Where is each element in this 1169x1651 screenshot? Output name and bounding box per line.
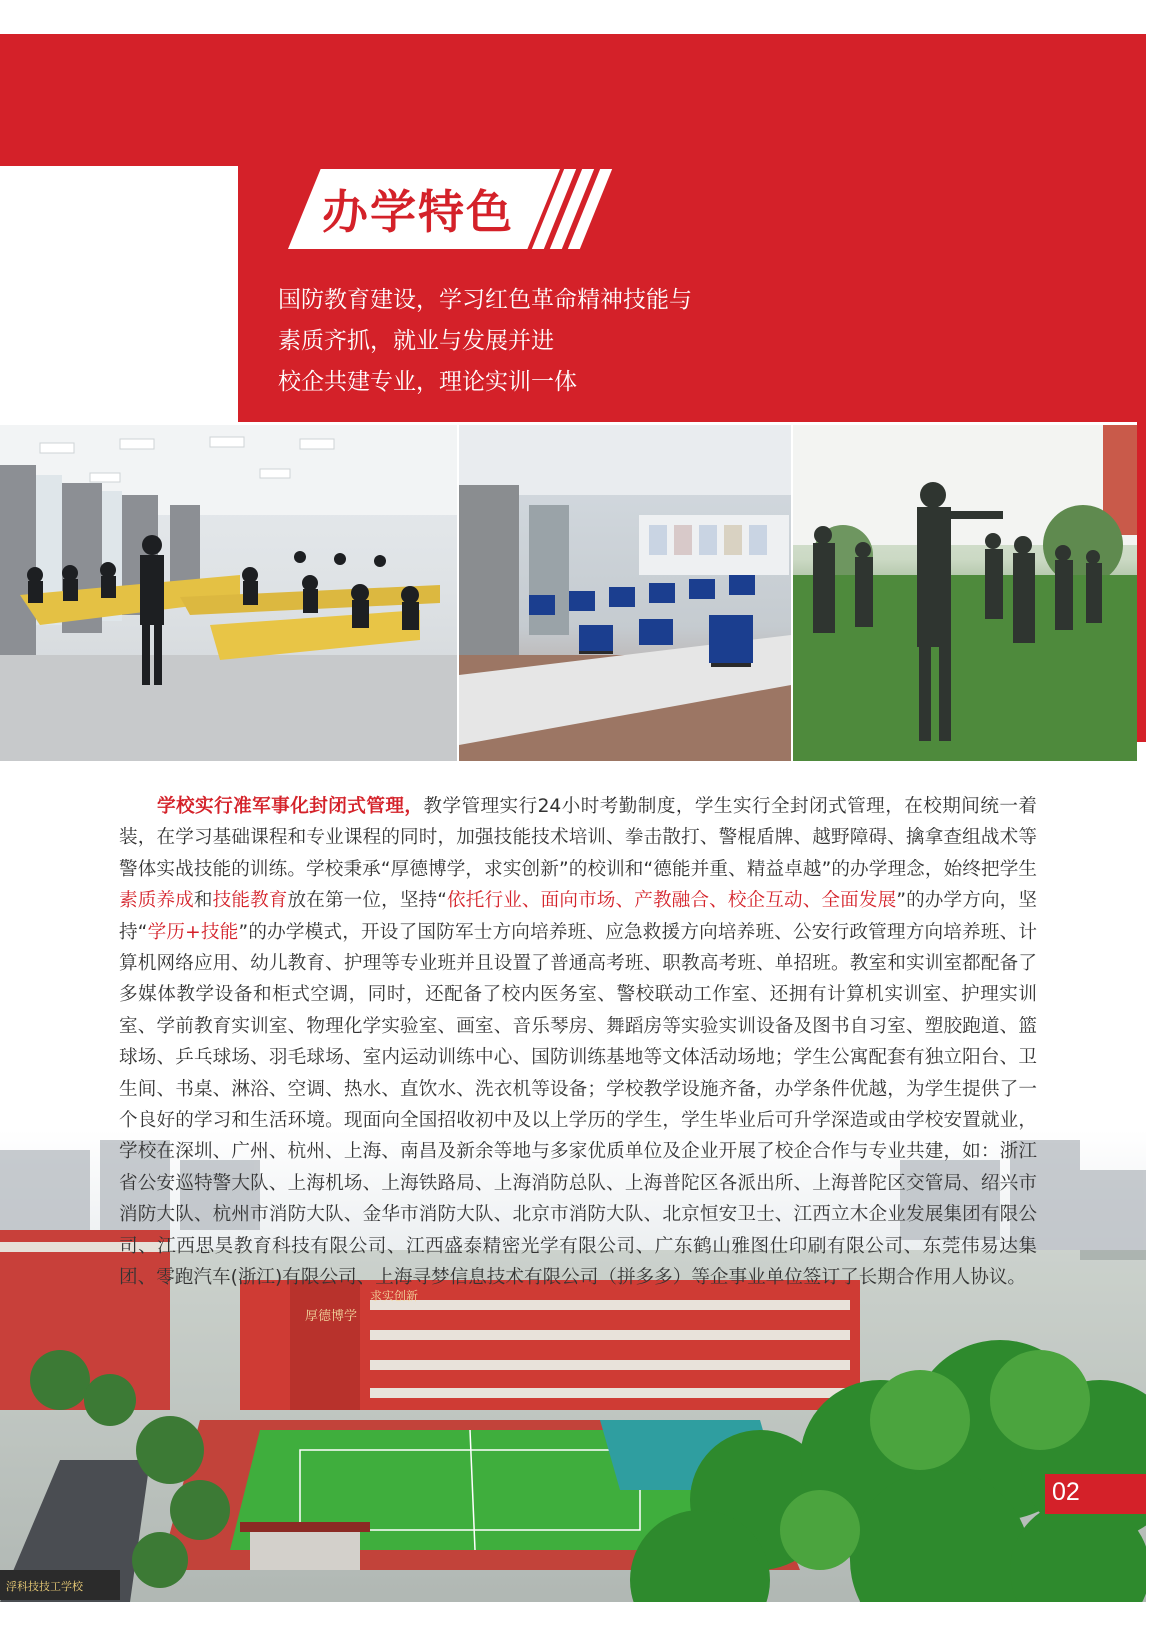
header-white-notch bbox=[0, 166, 238, 422]
classroom-photo bbox=[0, 425, 457, 761]
highlight-text: 学历+技能 bbox=[147, 921, 239, 943]
training-field-photo bbox=[793, 425, 1137, 761]
computer-lab-photo bbox=[459, 425, 791, 761]
body-segment: 放在第一位，坚持“ bbox=[287, 890, 447, 912]
slogan-list bbox=[278, 280, 692, 403]
body-text bbox=[119, 791, 1037, 1294]
campus-gate-text: 浮科技技工学校 bbox=[6, 1580, 83, 1593]
highlight-text: 素质养成 bbox=[119, 890, 194, 912]
campus-wall-text: 求实创新 bbox=[370, 1289, 419, 1303]
campus-wall-text: 厚德博学 bbox=[305, 1309, 358, 1324]
body-paragraph bbox=[119, 791, 1037, 1294]
slogan-line: 素质齐抓，就业与发展并进 bbox=[278, 328, 554, 354]
body-segment: 和 bbox=[193, 890, 213, 912]
page-title: 办学特色 bbox=[322, 185, 514, 239]
body-segment: ”的办学方向，坚持“ bbox=[119, 890, 1037, 943]
lead-heading: 学校实行准军事化封闭式管理， bbox=[157, 796, 424, 817]
side-red-strip bbox=[1137, 422, 1146, 742]
highlight-text: 技能教育 bbox=[212, 890, 288, 912]
slogan-line: 校企共建专业，理论实训一体 bbox=[278, 369, 577, 395]
body-segment: 教学管理实行24小时考勤制度，学生实行全封闭式管理，在校期间统一着装，在学习基础课程和专业课程的同时，加强技能技术培训、拳击散打、警棍盾牌、越野障碍、擒拿查组战术等警体实战技能的训练。学校秉承“厚德博学，求实创新”的校训和“德能并重、精益卓越”的办学理念，始终把学生 bbox=[119, 796, 1037, 880]
slogan-line: 国防教育建设，学习红色革命精神技能与 bbox=[278, 287, 692, 313]
page-number: 02 bbox=[1052, 1478, 1080, 1506]
body-segment: ”的办学模式，开设了国防军士方向培养班、应急救援方向培养班、公安行政管理方向培养班、计算机网络应用、幼儿教育、护理等专业班并且设置了普通高考班、职教高考班、单招班。教室和实训室都配备了多媒体教学设备和柜式空调，同时，还配备了校内医务室、警校联动工作室、还拥有计算机实训室、护理实训室、学前教育实训室、物理化学实验室、画室、音乐琴房、舞蹈房等实验实训设备及图书自习室、塑胶跑道、篮球场、乒乓球场、羽毛球场、室内运动训练中心、国防训练基地等文体活动场地；学生公寓配套有独立阳台、卫生间、书桌、淋浴、空调、热水、直饮水、洗衣机等设备；学校教学设施齐备，办学条件优越，为学生提供了一个良好的学习和生活环境。现面向全国招收初中及以上学历的学生，学生毕业后可升学深造或由学校安置就业，学校在深圳、广州、杭州、上海、南昌及新余等地与多家优质单位及企业开展了校企合作与专业共建，如：浙江省公安巡特警大队、上海机场、上海铁路局、上海消防总队、上海普陀区各派出所、上海普陀区交管局、绍兴市消防大队、杭州市消防大队、金华市消防大队、北京市消防大队、北京恒安卫士、江西立木企业发展集团有限公司、江西思昊教育科技有限公司、江西盛泰精密光学有限公司、广东鹤山雅图仕印刷有限公司、东莞伟易达集团、零跑汽车(浙江)有限公司、上海寻梦信息技术有限公司（拼多多）等企事业单位签订了长期合作用人协议。 bbox=[119, 921, 1037, 1289]
highlight-text: 依托行业、面向市场、产教融合、校企互动、全面发展 bbox=[446, 890, 897, 912]
